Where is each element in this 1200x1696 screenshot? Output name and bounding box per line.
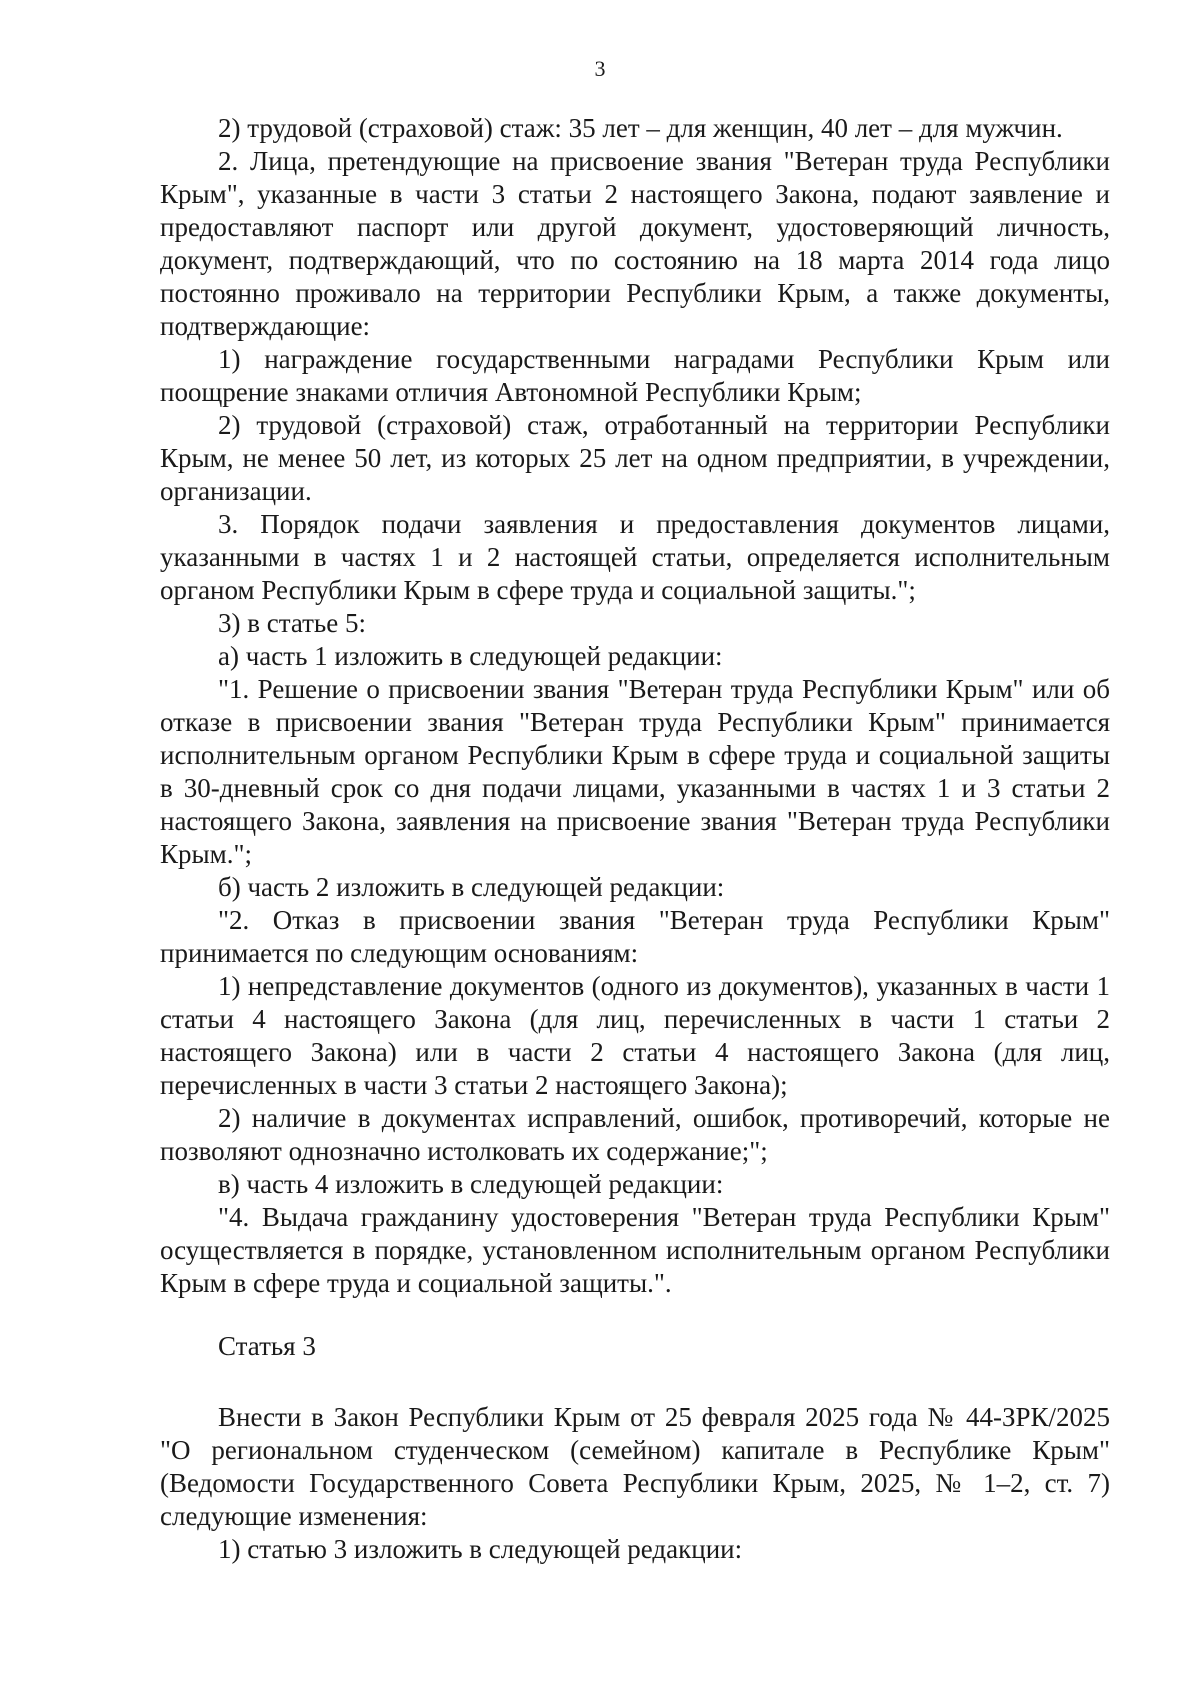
article-heading: Статья 3 — [218, 1331, 316, 1361]
paragraph: 2) трудовой (страховой) стаж, отработанный на территории Республики Крым, не менее 50 лет, из которых 25 лет на одном предприятии, в учреждении, организации. — [160, 410, 1110, 506]
paragraph: "4. Выдача гражданину удостоверения "Ветеран труда Республики Крым" осуществляется в порядке, установленном исполнительным органом Республики Крым в сфере труда и социальной защиты.". — [160, 1202, 1110, 1298]
document-body — [160, 112, 1110, 1566]
paragraph: 3) в статье 5: — [218, 608, 366, 638]
paragraph: "2. Отказ в присвоении звания "Ветеран труда Республики Крым" принимается по следующим основаниям: — [160, 905, 1110, 968]
paragraph: "1. Решение о присвоении звания "Ветеран труда Республики Крым" или об отказе в присвоении звания "Ветеран труда Республики Крым" принимается исполнительным органом Республики Крым в сфере труда и социальной защиты в 30-дневный срок со дня подачи лицами, указанными в частях 1 и 3 статьи 2 настоящего Закона, заявления на присвоение звания "Ветеран труда Республики Крым."; — [160, 674, 1110, 869]
paragraph: б) часть 2 изложить в следующей редакции: — [218, 872, 725, 902]
paragraph: а) часть 1 изложить в следующей редакции: — [218, 641, 723, 671]
paragraph: 1) награждение государственными наградами Республики Крым или поощрение знаками отличия Автономной Республики Крым; — [160, 344, 1110, 407]
page-number: 3 — [594, 56, 606, 81]
paragraph: 2. Лица, претендующие на присвоение звания "Ветеран труда Республики Крым", указанные в части 3 статьи 2 настоящего Закона, подают заявление и предоставляют паспорт или другой документ, удостоверяющий личность, документ, подтверждающий, что по состоянию на 18 марта 2014 года лицо постоянно проживало на территории Республики Крым, а также документы, подтверждающие: — [160, 146, 1110, 341]
paragraph: 1) непредставление документов (одного из документов), указанных в части 1 статьи 4 настоящего Закона (для лиц, перечисленных в части 1 статьи 2 настоящего Закона) или в части 2 статьи 4 настоящего Закона (для лиц, перечисленных в части 3 статьи 2 настоящего Закона); — [160, 971, 1110, 1100]
paragraph: 2) наличие в документах исправлений, ошибок, противоречий, которые не позволяют однозначно истолковать их содержание;"; — [160, 1103, 1110, 1166]
paragraph: Внести в Закон Республики Крым от 25 февраля 2025 года № 44-ЗРК/2025 "О региональном студенческом (семейном) капитале в Республике Крым" (Ведомости Государственного Совета Республики Крым, 2025, № 1–2, ст. 7) следующие изменения: — [160, 1402, 1110, 1531]
paragraph: 2) трудовой (страховой) стаж: 35 лет – для женщин, 40 лет – для мужчин. — [218, 113, 1063, 143]
paragraph: 3. Порядок подачи заявления и предоставления документов лицами, указанными в частях 1 и 2 настоящей статьи, определяется исполнительным органом Республики Крым в сфере труда и социальной защиты."; — [160, 509, 1110, 605]
paragraph: в) часть 4 изложить в следующей редакции: — [218, 1169, 724, 1199]
paragraph: 1) статью 3 изложить в следующей редакции: — [218, 1534, 743, 1564]
